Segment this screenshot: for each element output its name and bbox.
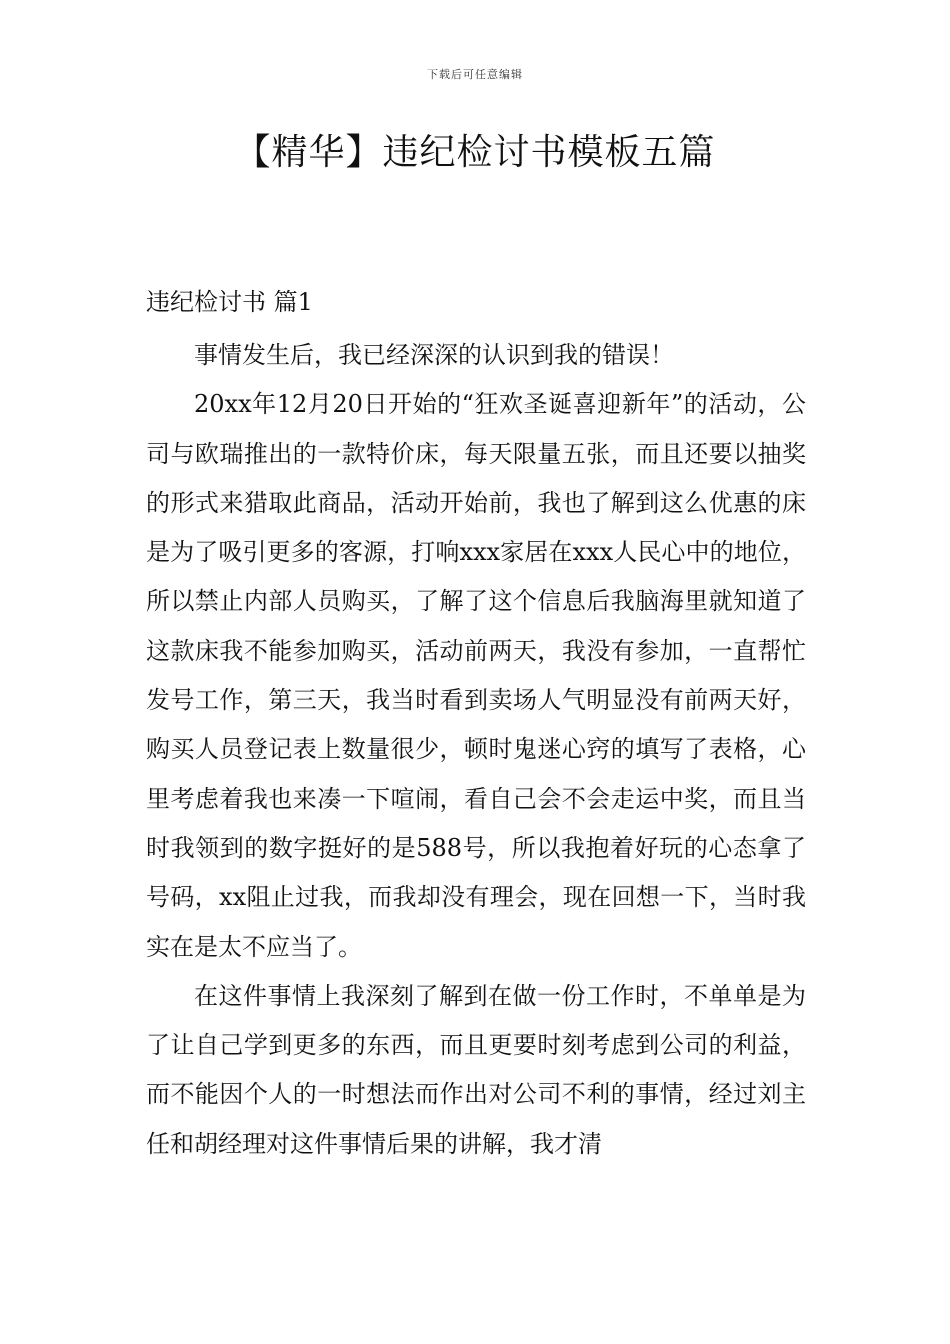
document-body xyxy=(146,331,806,1169)
paragraph-3: 在这件事情上我深刻了解到在做一份工作时，不单单是为了让自己学到更多的东西，而且更要时刻考虑到公司的利益，而不能因个人的一时想法而作出对公司不利的事情，经过刘主任和胡经理对这件事情后果的讲解，我才清 xyxy=(146,981,806,1158)
paragraph-1: 事情发生后，我已经深深的认识到我的错误！ xyxy=(194,341,674,369)
paragraph-2: 20xx年12月20日开始的“狂欢圣诞喜迎新年”的活动，公司与欧瑞推出的一款特价床，每天限量五张，而且还要以抽奖的形式来猎取此商品，活动开始前，我也了解到这么优惠的床是为了吸引更多的客源，打响xxx家居在xxx人民心中的地位，所以禁止内部人员购买，了解了这个信息后我脑海里就知道了这款床我不能参加购买，活动前两天，我没有参加，一直帮忙发号工作，第三天，我当时看到卖场人气明显没有前两天好，购买人员登记表上数量很少，顿时鬼迷心窍的填写了表格，心里考虑着我也来凑一下喧闹，看自己会不会走运中奖，而且当时我领到的数字挺好的是588号，所以我抱着好玩的心态拿了号码，xx阻止过我，而我却没有理会，现在回想一下，当时我实在是太不应当了。 xyxy=(146,390,806,961)
section-heading: 违纪检讨书 篇1 xyxy=(146,288,313,316)
header-note: 下载后可任意编辑 xyxy=(427,68,523,81)
document-title: 【精华】违纪检讨书模板五篇 xyxy=(234,132,716,173)
